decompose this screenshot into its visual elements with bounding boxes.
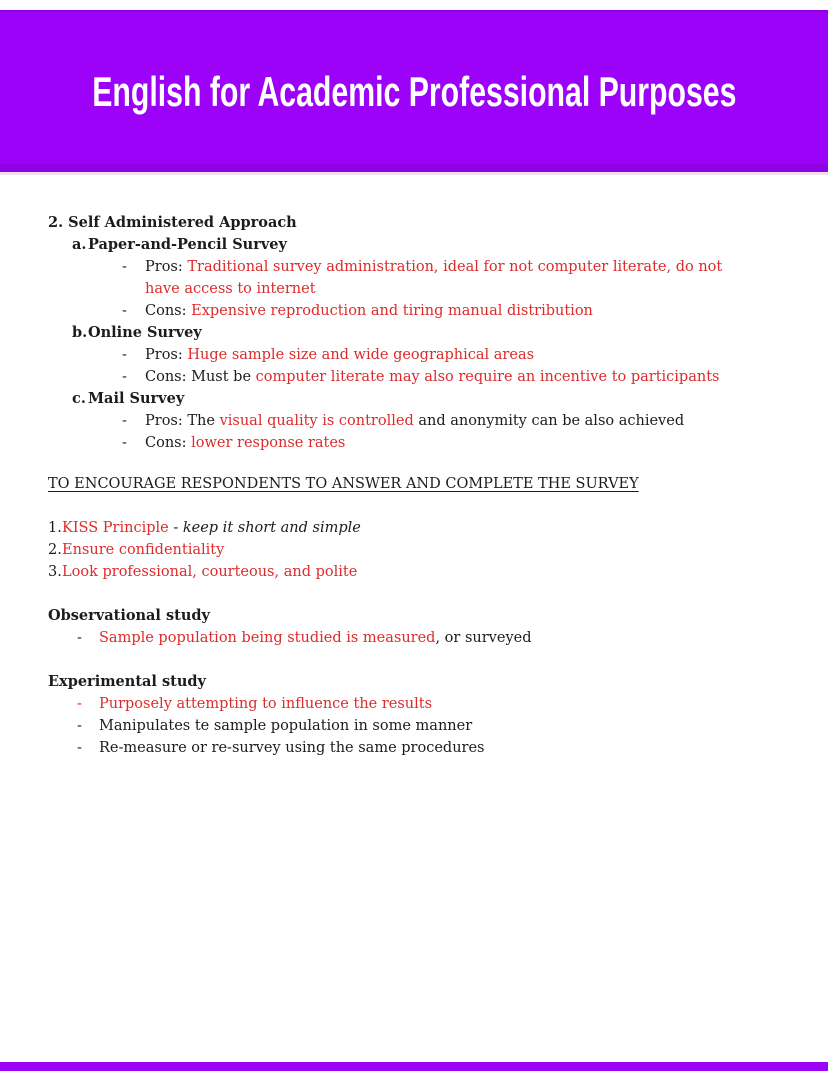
text-line xyxy=(0,561,828,583)
text-segment: Pros: The xyxy=(145,413,220,429)
text-line xyxy=(0,693,828,715)
text-segment: keep it short and simple xyxy=(182,520,361,536)
list-marker: - xyxy=(122,303,127,319)
list-marker: a. xyxy=(72,236,87,253)
text-segment: Online Survey xyxy=(88,324,202,341)
text-segment: and anonymity can be also achieved xyxy=(413,413,685,429)
text-segment: Traditional survey administration, ideal for not computer literate, do not xyxy=(187,259,723,275)
list-marker: - xyxy=(122,347,127,363)
text-line xyxy=(0,517,828,539)
text-line xyxy=(0,322,828,344)
text-segment: Cons: xyxy=(145,303,192,319)
text-line xyxy=(0,300,828,322)
text-segment: TO ENCOURAGE RESPONDENTS TO ANSWER AND COMPLETE THE SURVEY xyxy=(48,476,639,492)
text-line xyxy=(0,344,828,366)
list-marker: - xyxy=(122,259,127,275)
text-segment: visual quality is controlled xyxy=(219,413,414,429)
text-segment: Ensure confidentiality xyxy=(62,542,225,558)
text-segment: , or surveyed xyxy=(435,630,532,646)
list-marker: - xyxy=(77,696,82,712)
list-marker: - xyxy=(122,369,127,385)
text-segment: Sample population being studied is measured xyxy=(99,630,436,646)
text-segment: - xyxy=(168,520,183,536)
header-banner xyxy=(0,10,828,175)
text-line xyxy=(0,671,828,693)
text-segment: Expensive reproduction and tiring manual distribution xyxy=(191,303,593,319)
list-marker: b. xyxy=(72,324,88,341)
list-marker: c. xyxy=(72,390,86,407)
text-segment: 2. Self Administered Approach xyxy=(48,214,297,231)
text-segment: Cons: xyxy=(145,435,192,451)
text-line xyxy=(0,366,828,388)
page-title: English for Academic Professional Purposes xyxy=(91,68,737,115)
text-segment: lower response rates xyxy=(191,435,346,451)
list-marker: - xyxy=(122,413,127,429)
text-segment: Experimental study xyxy=(48,673,206,690)
text-line xyxy=(0,212,828,234)
text-segment: Cons: Must be xyxy=(145,369,256,385)
text-segment: Huge sample size and wide geographical areas xyxy=(187,347,535,363)
text-line xyxy=(0,605,828,627)
text-segment: computer literate may also require an incentive to participants xyxy=(255,369,720,385)
text-line xyxy=(0,715,828,737)
text-segment: Paper-and-Pencil Survey xyxy=(88,236,287,253)
text-line xyxy=(0,432,828,454)
text-line xyxy=(0,539,828,561)
list-marker: 3. xyxy=(48,564,62,580)
text-segment: Observational study xyxy=(48,607,210,624)
text-segment: Look professional, courteous, and polite xyxy=(62,564,358,580)
text-line xyxy=(0,473,828,495)
text-line xyxy=(0,410,828,432)
document-body xyxy=(0,173,828,759)
list-marker: - xyxy=(77,740,82,756)
text-segment: Manipulates te sample population in some manner xyxy=(99,718,473,734)
text-line xyxy=(0,737,828,759)
text-line xyxy=(0,278,828,300)
list-marker: - xyxy=(77,630,82,646)
text-line xyxy=(0,388,828,410)
list-marker: - xyxy=(77,718,82,734)
text-segment: Pros: xyxy=(145,259,188,275)
text-segment: Pros: xyxy=(145,347,188,363)
text-segment: Purposely attempting to influence the results xyxy=(99,696,433,712)
footer-bar xyxy=(0,1062,828,1071)
text-line xyxy=(0,234,828,256)
list-marker: - xyxy=(122,435,127,451)
text-line xyxy=(0,627,828,649)
list-marker: 1. xyxy=(48,520,62,536)
text-line xyxy=(0,256,828,278)
text-segment: have access to internet xyxy=(145,281,316,297)
list-marker: 2. xyxy=(48,542,62,558)
text-segment: Re-measure or re-survey using the same procedures xyxy=(99,740,485,756)
text-segment: KISS Principle xyxy=(62,520,169,536)
text-segment: Mail Survey xyxy=(88,390,185,407)
